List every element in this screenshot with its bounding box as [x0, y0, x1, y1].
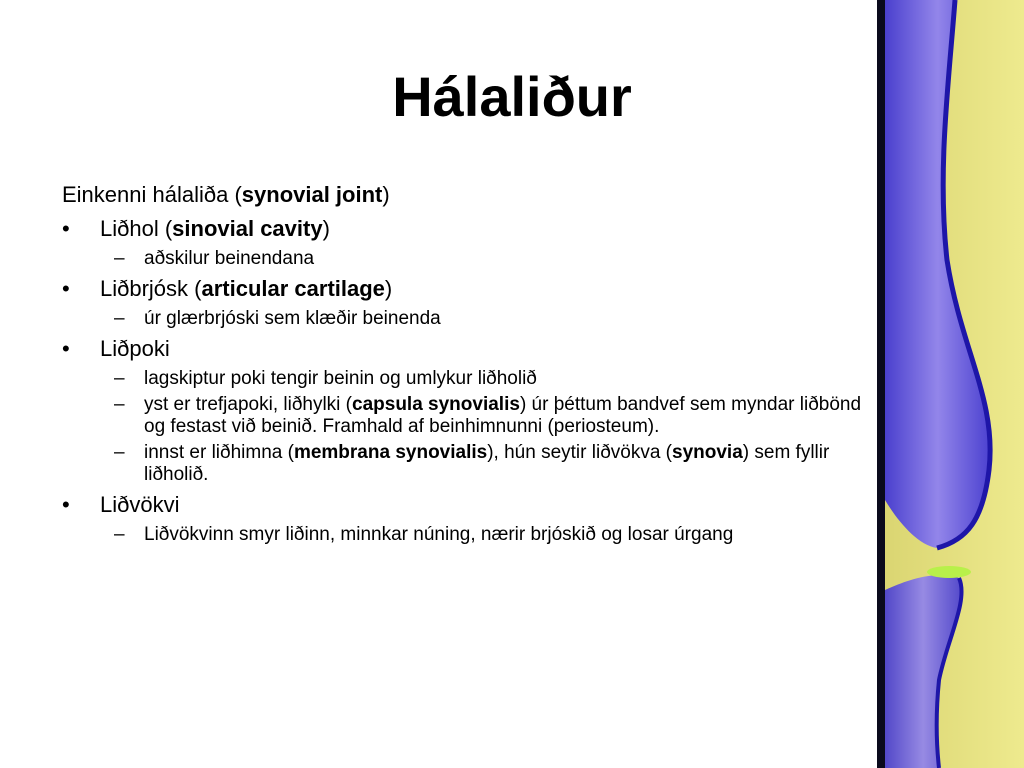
bullet-glyph: • — [62, 336, 70, 361]
dash-glyph: – — [114, 248, 125, 269]
sub-item-term: membrana synovialis — [293, 442, 488, 463]
intro-close: ) — [382, 182, 390, 207]
item-text: Liðpoki — [100, 336, 170, 361]
slide-body — [62, 180, 862, 546]
knee-joint-xray-image — [877, 0, 1024, 768]
bullet-item-lidpoki — [62, 334, 862, 364]
bullet-item-lidbrjosk — [62, 274, 862, 304]
sub-item-text-cont: ), hún seytir liðvökva ( — [487, 442, 673, 463]
bullet-glyph: • — [62, 216, 70, 241]
joint-space-highlight — [927, 566, 971, 578]
item-term: sinovial cavity — [172, 216, 323, 241]
dash-glyph: – — [114, 394, 125, 415]
sub-item-term: capsula synovialis — [352, 394, 520, 415]
dash-glyph: – — [114, 442, 125, 463]
item-term: articular cartilage — [201, 276, 385, 301]
slide-title: Hálaliður — [392, 65, 632, 128]
intro-text: Einkenni hálaliða ( — [62, 182, 242, 207]
sub-item-text: yst er trefjapoki, liðhylki ( — [144, 394, 353, 415]
sub-item-text: innst er liðhimna ( — [144, 442, 294, 463]
sub-item — [62, 308, 862, 330]
item-close: ) — [322, 216, 330, 241]
bullet-item-lidvokvi — [62, 490, 862, 520]
bullet-item-lidhol — [62, 214, 862, 244]
image-left-edge — [877, 0, 885, 768]
item-text: Liðvökvi — [100, 492, 180, 517]
sub-item-text: lagskiptur poki tengir beinin og umlykur liðholið — [144, 368, 537, 389]
sub-item — [62, 442, 862, 486]
sub-item-text: úr glærbrjóski sem klæðir beinenda — [144, 308, 441, 329]
dash-glyph: – — [114, 308, 125, 329]
sub-item — [62, 248, 862, 270]
sub-item — [62, 368, 862, 390]
sub-item-text-end: ) sem fyllir liðholið. — [144, 442, 830, 485]
sub-item-text: aðskilur beinendana — [144, 248, 315, 269]
sub-item — [62, 524, 862, 546]
sub-item-text: Liðvökvinn smyr liðinn, minnkar núning, nærir brjóskið og losar úrgang — [144, 524, 734, 545]
item-text: Liðhol ( — [100, 216, 173, 241]
bullet-glyph: • — [62, 276, 70, 301]
sub-item-text-cont: ) úr þéttum bandvef sem myndar liðbönd og festast við beinið. Framhald af beinhimnunni (periosteum). — [144, 394, 862, 437]
dash-glyph: – — [114, 524, 125, 545]
item-close: ) — [384, 276, 393, 301]
intro-line — [62, 180, 862, 210]
item-text: Liðbrjósk ( — [100, 276, 202, 301]
dash-glyph: – — [114, 368, 125, 389]
intro-term: synovial joint — [241, 182, 383, 207]
sub-item — [62, 394, 862, 438]
bullet-glyph: • — [62, 492, 70, 517]
sub-item-term-2: synovia — [672, 442, 743, 463]
